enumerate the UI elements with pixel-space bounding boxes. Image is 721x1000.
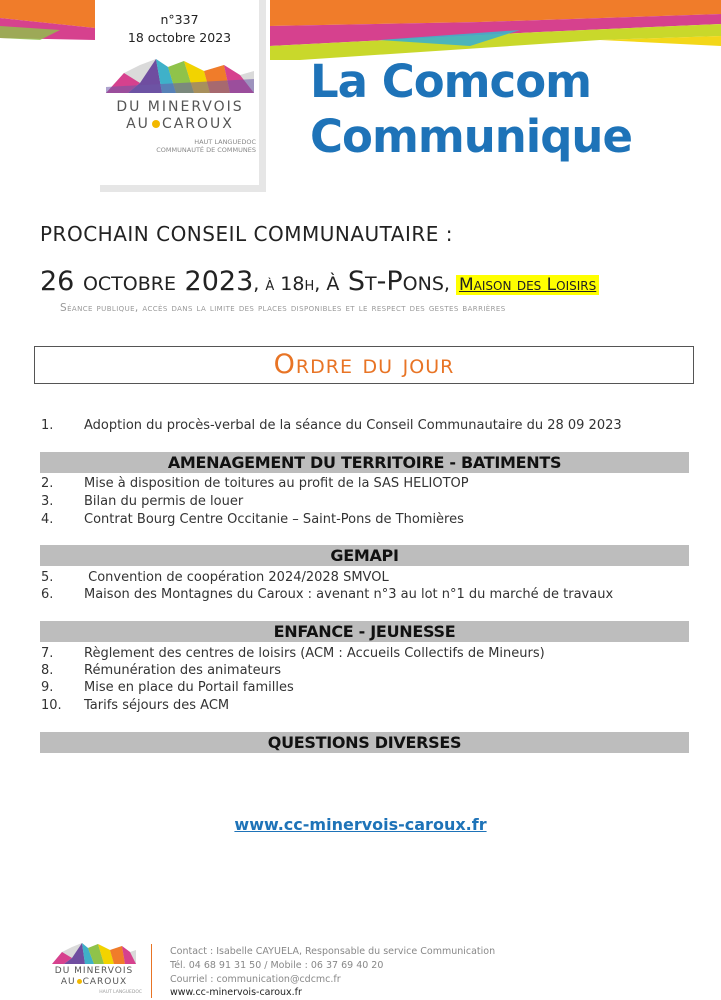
conseil-date: 26 octobre 2023 [40,266,254,297]
title-line2: Communique [310,110,632,163]
footer-tel: Tél. 04 68 91 31 50 / Mobile : 06 37 69 40 20 [170,960,384,971]
footer-divider [151,944,152,998]
agenda-item: 8. Rémunération des animateurs [41,663,281,678]
footer-logo-line1: DU MINERVOIS [54,966,134,976]
agenda-item: 4. Contrat Bourg Centre Occitanie – Saint-Pons de Thomières [41,512,464,527]
footer-courriel: Courriel : communication@cdcmc.fr [170,974,341,985]
section-header-amenagement: AMENAGEMENT DU TERRITOIRE - BATIMENTS [40,452,689,473]
footer-logo-dot-icon [77,979,82,984]
conseil-time: , à 18h, [253,273,327,295]
agenda-item: 9. Mise en place du Portail familles [41,680,294,695]
logo-name-line1: DU MINERVOIS [116,99,244,115]
logo-panel [100,0,266,192]
agenda-item: 1. Adoption du procès-verbal de la séance du Conseil Communautaire du 28 09 2023 [41,418,622,433]
agenda-item: 10. Tarifs séjours des ACM [41,698,230,713]
footer-mountains-logo-icon [52,942,136,964]
agenda-item: 7. Règlement des centres de loisirs (ACM : Accueils Collectifs de Mineurs) [41,646,545,661]
section-header-enfance: ENFANCE - JEUNESSE [40,621,689,642]
conseil-comma: , [443,273,456,295]
issue-date: 18 octobre 2023 [127,30,232,45]
logo-name-line2: AU CAROUX [126,116,234,132]
conseil-venue: Maison des Loisirs [456,275,599,295]
logo-subtitle-2: COMMUNAUTÉ DE COMMUNES [156,146,256,154]
section-header-questions: QUESTIONS DIVERSES [40,732,689,753]
conseil-date-line [40,266,599,297]
logo-subtitle-1: HAUT LANGUEDOC [194,138,256,146]
mountains-logo-icon [106,57,254,93]
website-link[interactable]: www.cc-minervois-caroux.fr [234,815,487,834]
agenda-item: 6. Maison des Montagnes du Caroux : avenant n°3 au lot n°1 du marché de travaux [41,587,614,602]
footer-contact: Contact : Isabelle CAYUELA, Responsable du service Communication [170,946,496,957]
agenda-item: 5. Convention de coopération 2024/2028 SMVOL [41,570,389,585]
agenda-item: 2. Mise à disposition de toitures au profit de la SAS HELIOTOP [41,476,469,491]
section-header-gemapi: GEMAPI [40,545,689,566]
footer-web-link[interactable]: www.cc-minervois-caroux.fr [170,987,302,998]
agenda-item: 3. Bilan du permis de louer [41,494,244,509]
ordre-du-jour-title: Ordre du jour [273,349,455,380]
footer-email-link[interactable]: communication@cdcmc.fr [216,974,341,985]
conseil-place: à St-Pons [326,266,444,297]
footer-logo-sub: HAUT LANGUEDOC [99,990,142,995]
logo-dot-icon [152,120,160,128]
seance-note: Séance publique, accès dans la limite des places disponibles et le respect des gestes barrières [60,302,506,314]
footer-logo-line2: AU CAROUX [60,977,128,987]
issue-number: n°337 [160,12,199,27]
conseil-heading: PROCHAIN CONSEIL COMMUNAUTAIRE : [40,222,454,246]
title-line1: La Comcom [310,55,592,108]
ordre-du-jour-box [34,346,694,384]
